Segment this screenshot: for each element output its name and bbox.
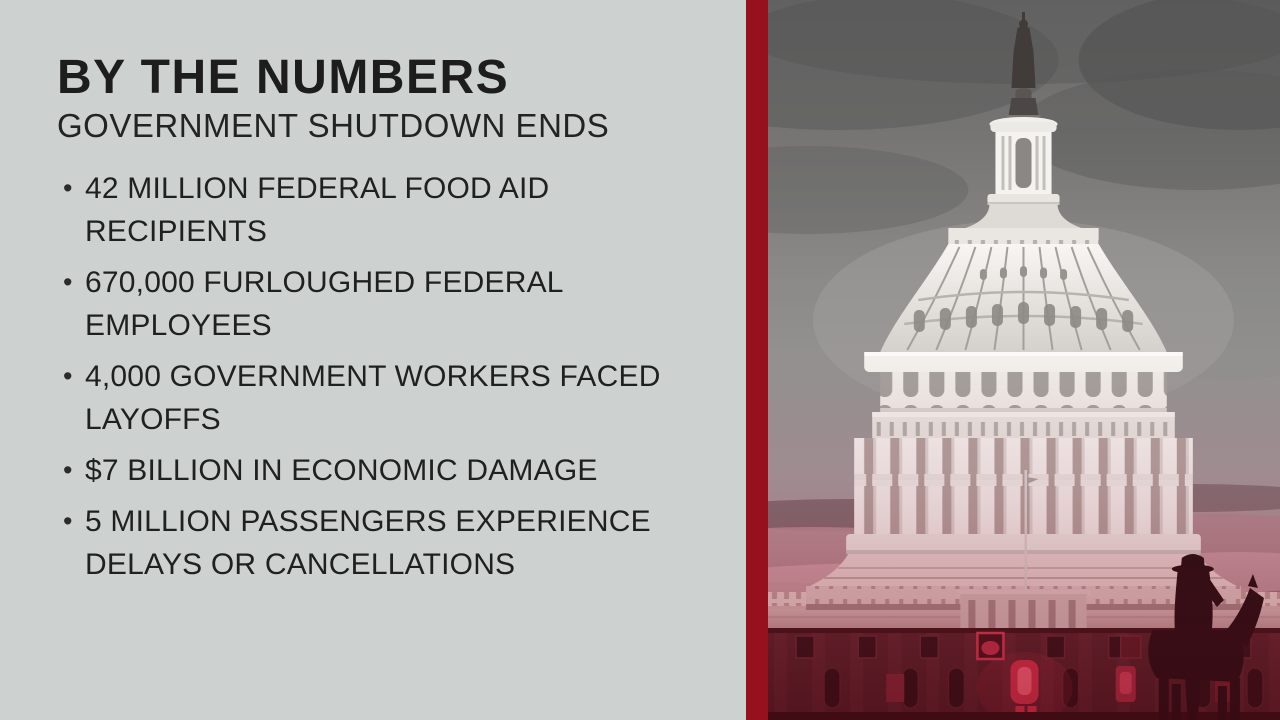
stat-text: 4,000 GOVERNMENT WORKERS FACED LAYOFFS — [85, 360, 661, 436]
red-tint-overlay — [768, 0, 1280, 720]
page-subtitle: GOVERNMENT SHUTDOWN ENDS — [57, 106, 610, 144]
list-item — [57, 261, 673, 347]
list-item — [57, 167, 673, 253]
list-item — [57, 500, 673, 586]
stat-text: $7 BILLION IN ECONOMIC DAMAGE — [85, 454, 598, 487]
bullet-icon: • — [63, 455, 73, 485]
stat-text: 670,000 FURLOUGHED FEDERAL EMPLOYEES — [85, 266, 563, 342]
bullet-icon: • — [63, 267, 73, 297]
capitol-photo — [768, 0, 1280, 720]
bullet-icon: • — [63, 361, 73, 391]
capitol-dome-illustration — [768, 0, 1280, 720]
title-block — [57, 51, 610, 144]
stat-text: 42 MILLION FEDERAL FOOD AID RECIPIENTS — [85, 172, 550, 248]
list-item — [57, 355, 673, 441]
stats-list — [57, 167, 673, 594]
stat-text: 5 MILLION PASSENGERS EXPERIENCE DELAYS OR CANCELLATIONS — [85, 505, 651, 581]
red-divider — [746, 0, 768, 720]
page-title: BY THE NUMBERS — [57, 51, 510, 104]
bullet-icon: • — [63, 506, 73, 536]
list-item — [57, 449, 673, 492]
bullet-icon: • — [63, 173, 73, 203]
